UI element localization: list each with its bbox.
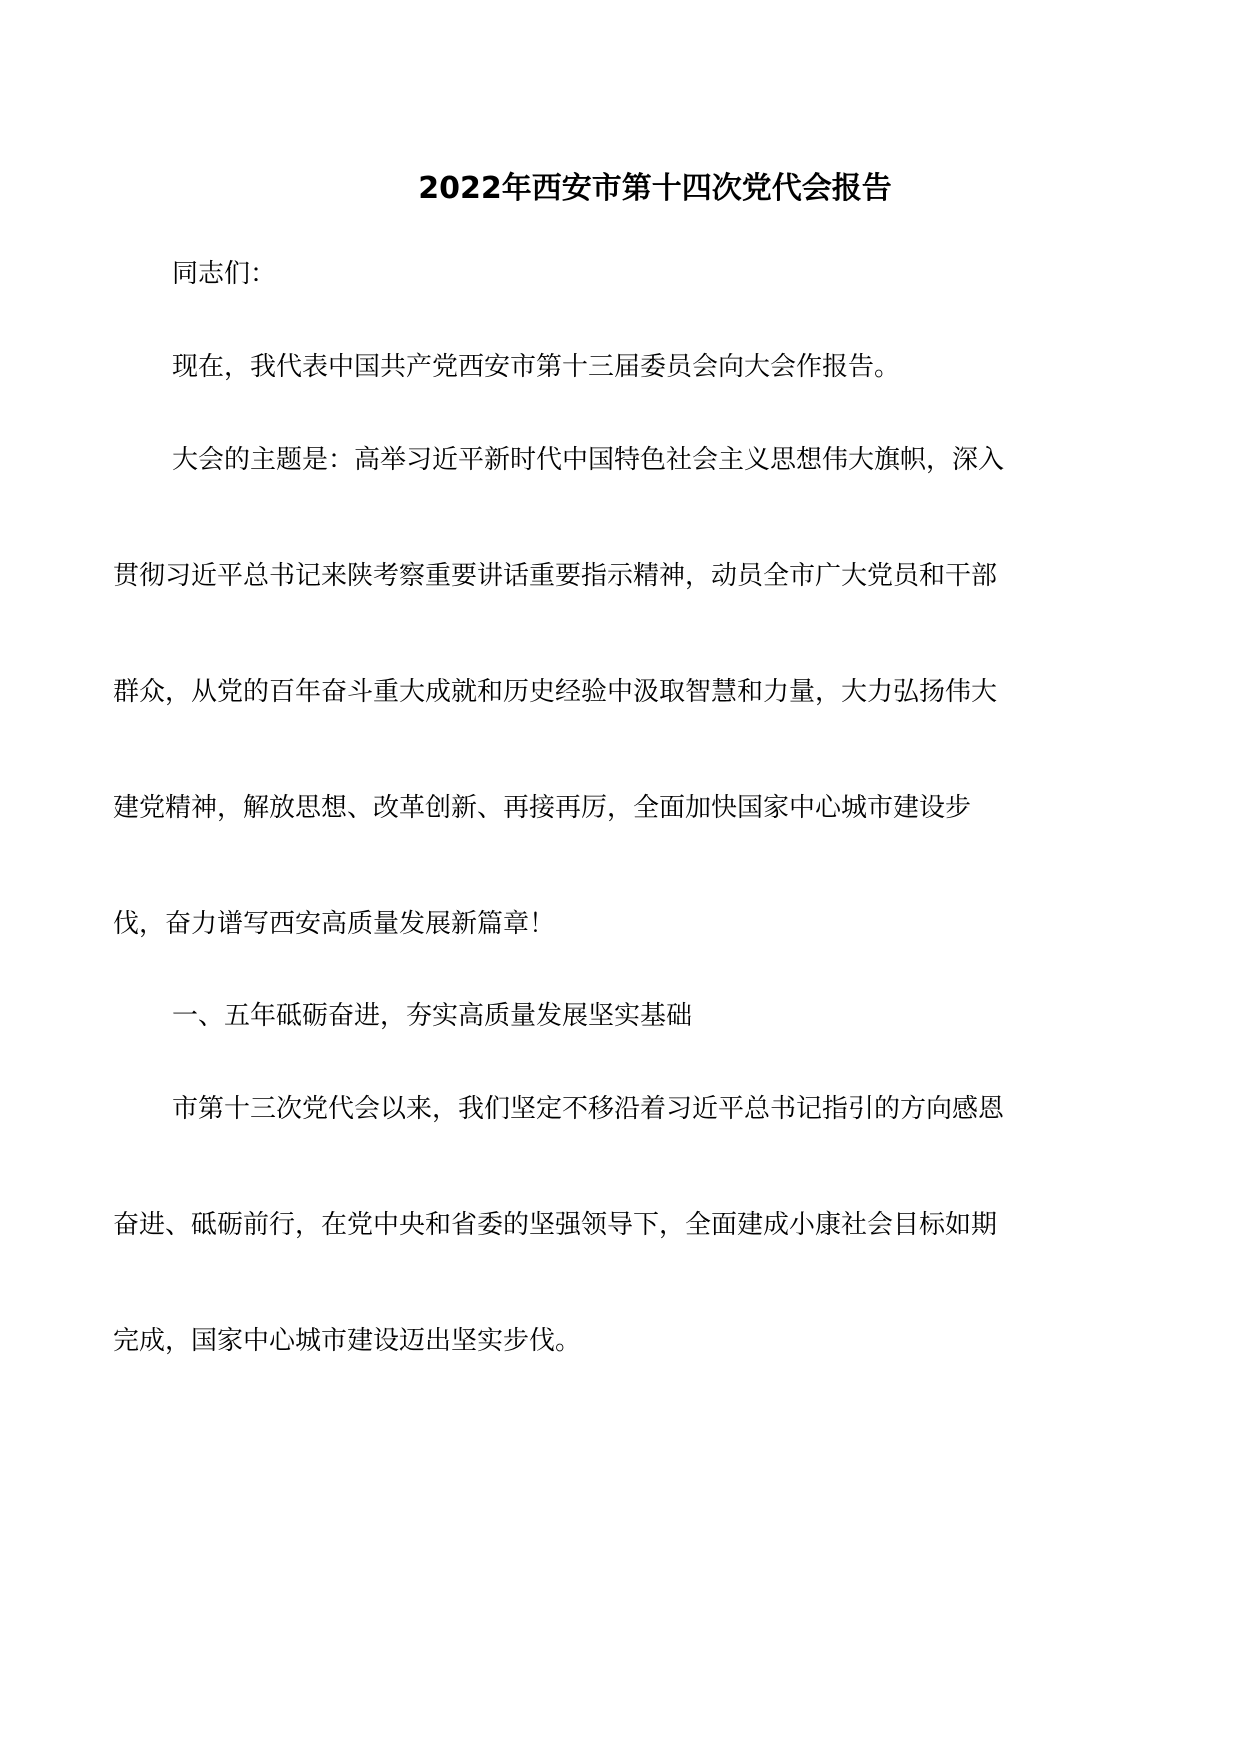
paragraph-2-line-2: 贯彻习近平总书记来陕考察重要讲话重要指示精神，动员全市广大党员和干部 [113, 561, 998, 591]
section-heading-1: 一、五年砥砺奋进，夯实高质量发展坚实基础 [172, 1001, 693, 1031]
paragraph-2-line-4: 建党精神，解放思想、改革创新、再接再厉，全面加快国家中心城市建设步 [113, 793, 972, 823]
document-title: 2022年西安市第十四次党代会报告 [418, 171, 892, 206]
paragraph-2-line-5: 伐，奋力谱写西安高质量发展新篇章！ [113, 909, 556, 939]
salutation: 同志们： [172, 259, 277, 289]
paragraph-3-line-2: 奋进、砥砺前行，在党中央和省委的坚强领导下，全面建成小康社会目标如期 [113, 1210, 998, 1240]
paragraph-2-line-1: 大会的主题是：高举习近平新时代中国特色社会主义思想伟大旗帜，深入 [172, 445, 1005, 475]
paragraph-1: 现在，我代表中国共产党西安市第十三届委员会向大会作报告。 [172, 352, 901, 382]
paragraph-3-line-3: 完成，国家中心城市建设迈出坚实步伐。 [113, 1326, 582, 1356]
paragraph-2-line-3: 群众，从党的百年奋斗重大成就和历史经验中汲取智慧和力量，大力弘扬伟大 [113, 677, 998, 707]
paragraph-3-line-1: 市第十三次党代会以来，我们坚定不移沿着习近平总书记指引的方向感恩 [172, 1094, 1005, 1124]
